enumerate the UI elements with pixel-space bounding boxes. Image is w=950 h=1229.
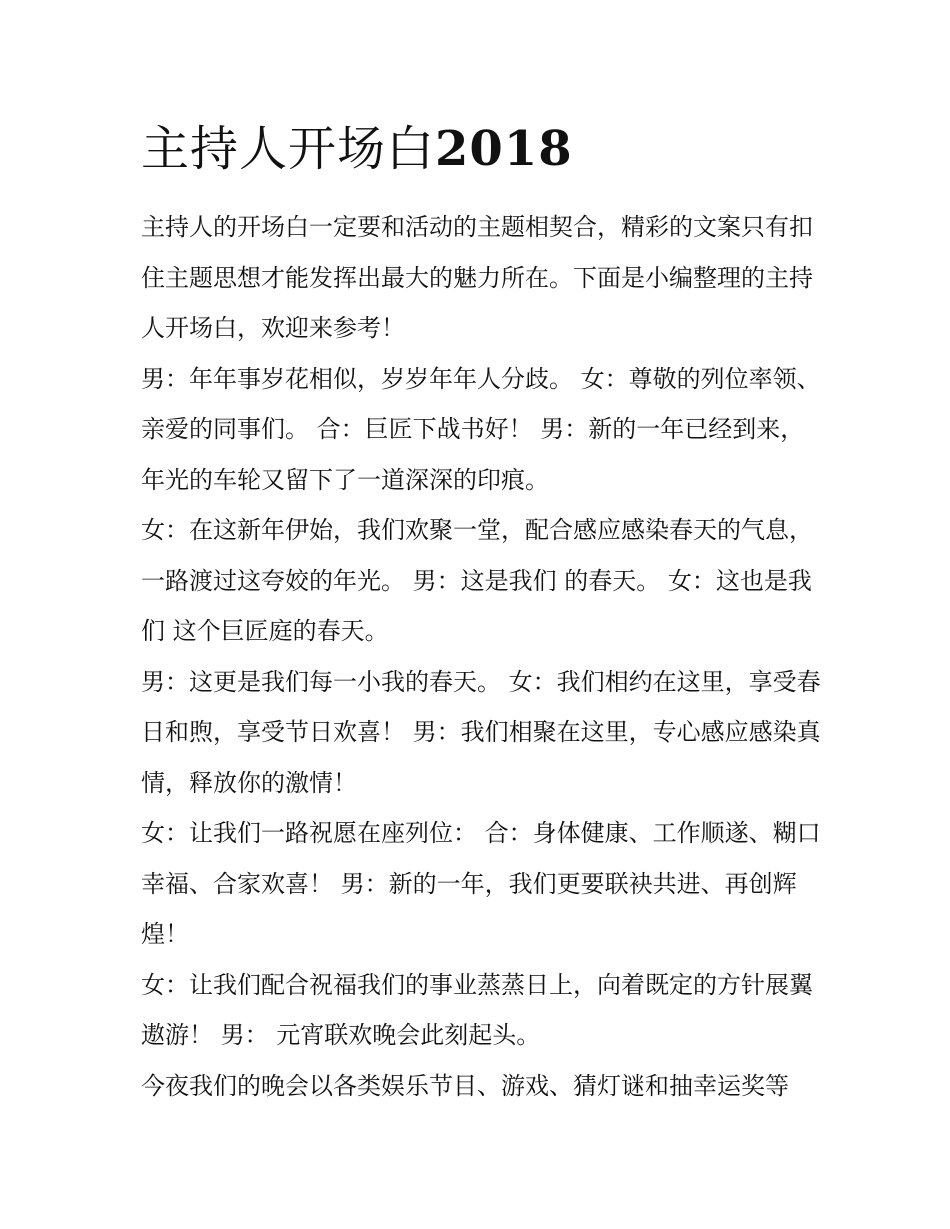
paragraph-intro: 主持人的开场白一定要和活动的主题相契合，精彩的文案只有扣住主题思想才能发挥出最大的魅力所在。下面是小编整理的主持人开场白，欢迎来参考！ xyxy=(141,213,813,342)
document-title xyxy=(141,118,821,180)
paragraph: 男：年年事岁花相似，岁岁年年人分歧。 女：尊敬的列位率领、亲爱的同事们。 合：巨匠下战书好！ 男：新的一年已经到来，年光的车轮又留下了一道深深的印痕。 xyxy=(141,364,821,494)
paragraph: 男：这更是我们每一小我的春天。 女：我们相约在这里，享受春日和煦，享受节日欢喜！ 男：我们相聚在这里，专心感应感染真情，释放你的激情！ xyxy=(141,667,821,797)
paragraph: 今夜我们的晚会以各类娱乐节目、游戏、猜灯谜和抽幸运奖等 xyxy=(141,1071,789,1100)
paragraph: 女：让我们配合祝福我们的事业蒸蒸日上，向着既定的方针展翼遨游！ 男： 元宵联欢晚会此刻起头。 xyxy=(141,970,813,1049)
title-main: 主持人开场白 xyxy=(141,121,436,177)
paragraph: 女：在这新年伊始，我们欢聚一堂，配合感应感染春天的气息，一路渡过这夸姣的年光。 男：这是我们 的春天。 女：这也是我们 这个巨匠庭的春天。 xyxy=(141,516,813,645)
document-page xyxy=(141,118,821,1111)
paragraph: 女：让我们一路祝愿在座列位： 合：身体健康、工作顺遂、糊口幸福、合家欢喜！ 男：新的一年，我们更要联袂共进、再创辉煌！ xyxy=(141,819,821,948)
title-year: 2018 xyxy=(435,121,573,177)
document-body xyxy=(141,202,821,1111)
